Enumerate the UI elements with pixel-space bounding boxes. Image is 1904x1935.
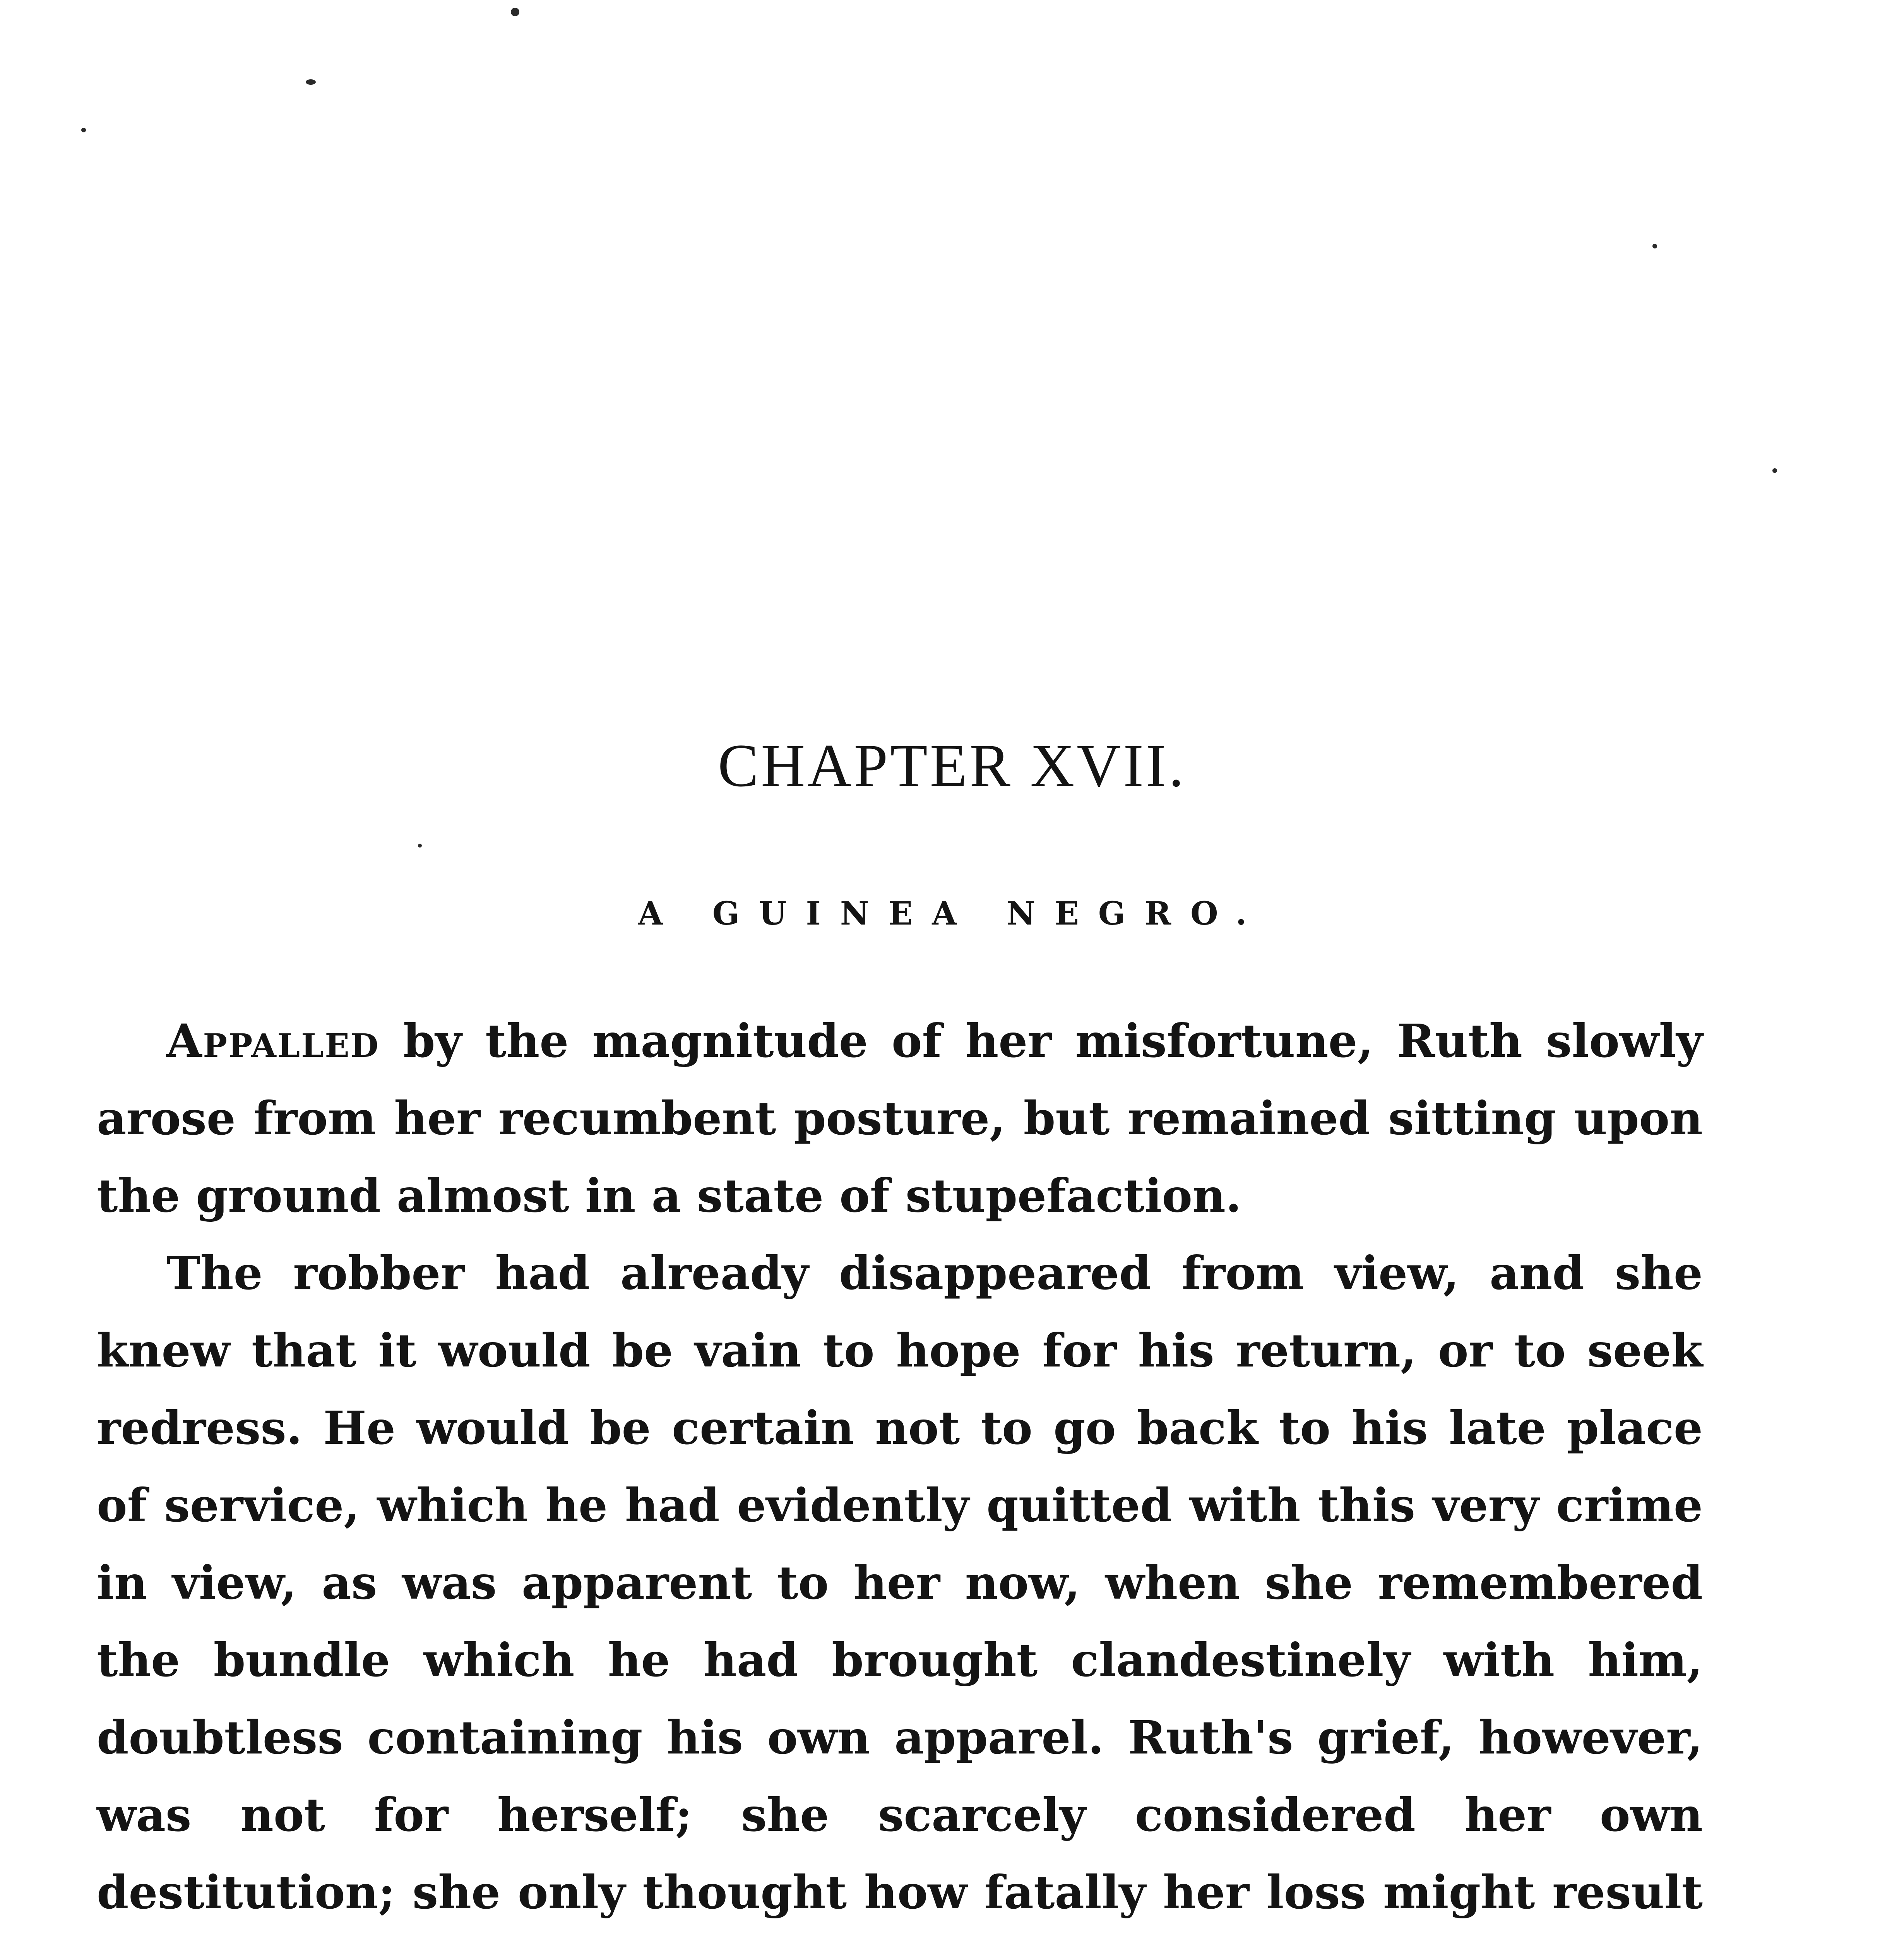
paragraph-text: by the magnitude of her misfortune, Ruth slowly arose from her recumbent posture, but remained sitting upon the ground almost in a state of stupefaction.	[97, 1014, 1703, 1223]
chapter-body	[97, 1002, 1703, 1935]
scan-speck	[81, 128, 86, 132]
scan-speck	[511, 8, 519, 16]
scan-speck	[418, 844, 422, 848]
paragraph-lead-word: Appalled	[166, 1014, 380, 1068]
chapter-subtitle: A GUINEA NEGRO.	[638, 895, 1266, 932]
paragraph: The robber had already disappeared from view, and she knew that it would be vain to hope for his return, or to seek redress. He would be certain not to go back to his late place of service, which he had evidently quitted with this very crime in view, as was apparent to her now, when she remembered the bundle which he had brought clandestinely with him, doubtless containing his own apparel. Ruth's grief, however, was not for herself; she scarcely considered her own destitution; she only thought how fatally her loss might result	[97, 1246, 1703, 1919]
scan-speck	[1652, 244, 1657, 248]
scan-speck	[1772, 468, 1777, 473]
paragraph	[97, 1002, 1703, 1235]
scan-speck	[306, 79, 316, 85]
chapter-title: CHAPTER XVII.	[717, 732, 1187, 800]
